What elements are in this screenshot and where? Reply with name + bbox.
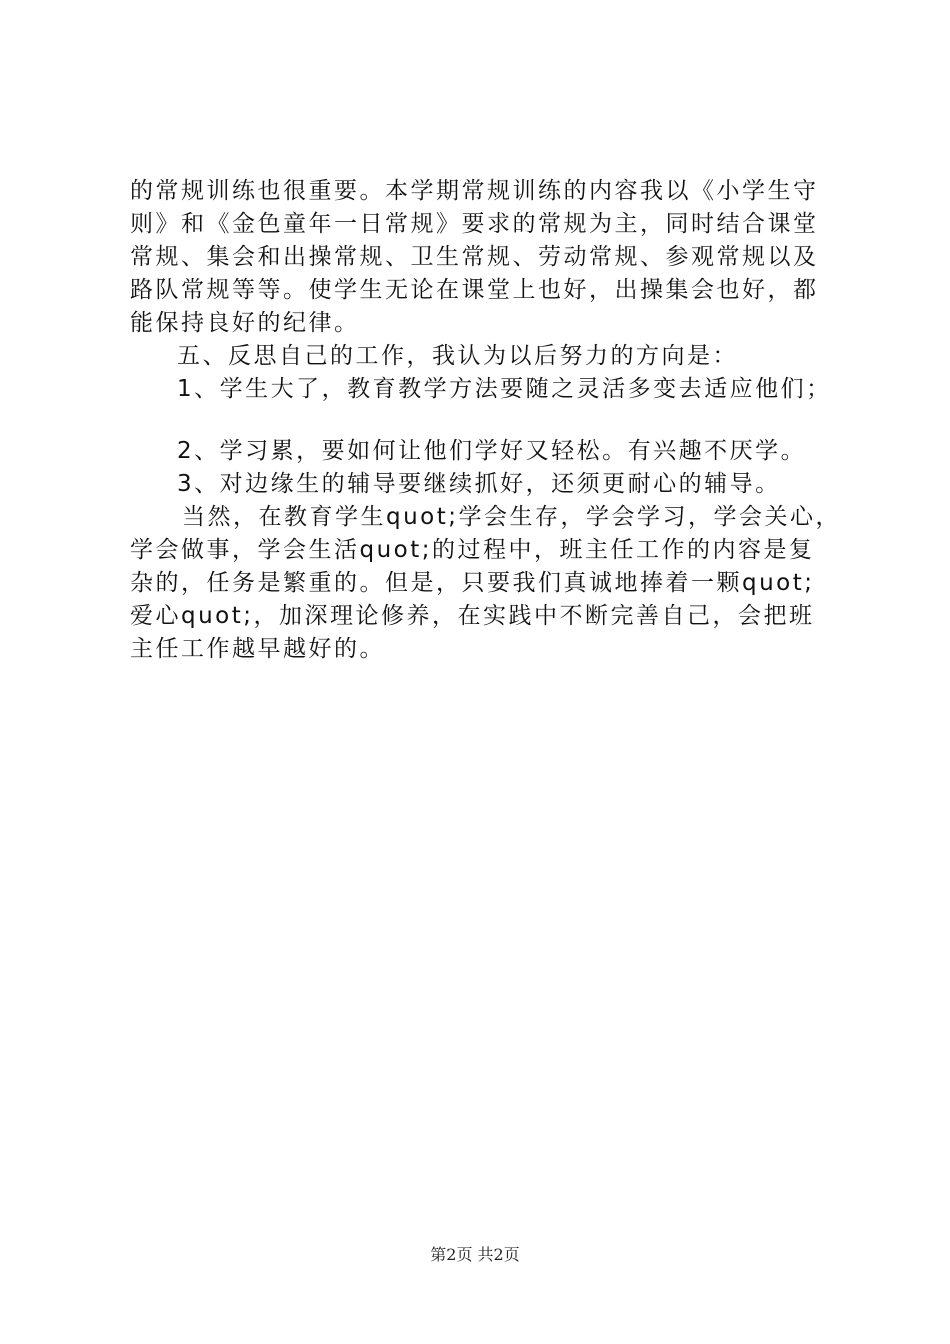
paragraph-line: 爱心quot;，加深理论修养，在实践中不断完善自己，会把班	[130, 603, 815, 629]
document-body	[130, 175, 842, 666]
paragraph-line: 学会做事，学会生活quot;的过程中，班主任工作的内容是复	[130, 537, 815, 563]
list-item: 2、学习累，要如何让他们学好又轻松。有兴趣不厌学。	[177, 438, 807, 464]
list-item: 1、学生大了，教育教学方法要随之灵活多变去适应他们；	[177, 376, 832, 402]
paragraph-line: 杂的，任务是繁重的。但是，只要我们真诚地捧着一颗quot;	[130, 570, 815, 596]
paragraph-line: 当然，在教育学生quot;学会生存，学会学习，学会关心，	[182, 504, 842, 530]
list-item: 3、对边缘生的辅导要继续抓好，还须更耐心的辅导。	[177, 471, 781, 497]
page-number-footer: 第2页 共2页	[430, 1245, 520, 1264]
paragraph-line: 则》和《金色童年一日常规》要求的常规为主，同时结合课堂	[130, 211, 819, 237]
blank-line	[130, 406, 830, 435]
paragraph-line: 能保持良好的纪律。	[130, 310, 360, 336]
section-heading: 五、反思自己的工作，我认为以后努力的方向是：	[177, 343, 738, 369]
paragraph-line: 常规、集会和出操常规、卫生常规、劳动常规、参观常规以及	[130, 244, 819, 270]
paragraph-line: 的常规训练也很重要。本学期常规训练的内容我以《小学生守	[130, 178, 819, 204]
paragraph-line: 主任工作越早越好的。	[130, 636, 385, 662]
paragraph-line: 路队常规等等。使学生无论在课堂上也好，出操集会也好，都	[130, 277, 819, 303]
